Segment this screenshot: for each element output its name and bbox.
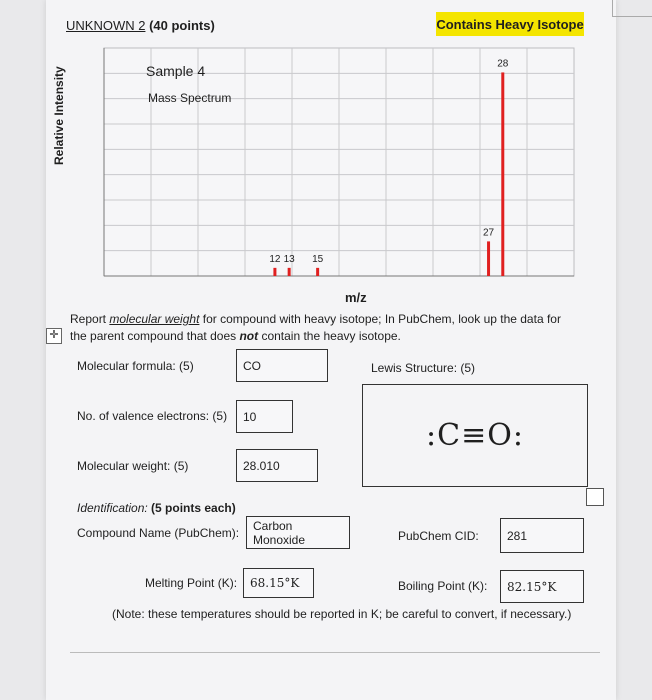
bar-label-13: 13 (283, 253, 295, 265)
divider (70, 652, 600, 653)
lewis-label: Lewis Structure: (5) (371, 361, 476, 375)
valence-input[interactable]: 10 (236, 400, 293, 433)
mass-spectrum-chart (64, 46, 594, 306)
heavy-isotope-badge: Contains Heavy Isotope (436, 12, 584, 36)
valence-label: No. of valence electrons: (5) (77, 409, 228, 423)
bar-mz-27 (487, 241, 490, 276)
checkbox-icon[interactable] (586, 488, 604, 506)
bar-label-28: 28 (497, 58, 509, 70)
title-unknown: UNKNOWN 2 (66, 18, 146, 33)
weight-input[interactable]: 28.010 (236, 449, 318, 482)
cid-input[interactable]: 281 (500, 518, 584, 553)
bar-label-12: 12 (269, 253, 281, 265)
page-corner-mark (612, 0, 652, 17)
bar-label-15: 15 (312, 253, 324, 265)
temperature-note: (Note: these temperatures should be reported in K; be careful to convert, if necessary.) (112, 607, 572, 621)
instructions-paragraph: Report molecular weight for compound with heavy isotope; In PubChem, look up the data for the parent compound that does not contain the heavy isotope. (70, 312, 561, 343)
bar-mz-12 (273, 268, 276, 276)
formula-label: Molecular formula: (5) (77, 359, 194, 373)
bar-mz-28 (501, 72, 504, 276)
formula-input[interactable]: CO (236, 349, 328, 382)
bar-mz-13 (288, 268, 291, 276)
chart-title: Sample 4 (146, 63, 206, 79)
mp-input[interactable]: 68.15°K (243, 568, 314, 598)
bar-label-27: 27 (482, 227, 495, 239)
compound-input[interactable]: Carbon Monoxide (246, 516, 350, 549)
lewis-structure-box[interactable]: :C≡O: (362, 384, 588, 487)
bar-mz-15 (316, 268, 319, 276)
identification-heading: Identification: (5 points each) (77, 501, 236, 515)
page-title (66, 18, 215, 33)
compound-label: Compound Name (PubChem): (77, 526, 240, 540)
chart-x-label: m/z (345, 290, 367, 305)
bp-input[interactable]: 82.15°K (500, 570, 584, 603)
chart-y-label: Relative Intensity (52, 66, 66, 165)
title-points: (40 points) (145, 18, 215, 33)
mp-label: Melting Point (K): (145, 576, 238, 590)
chart-subtitle: Mass Spectrum (148, 91, 232, 105)
weight-label: Molecular weight: (5) (77, 459, 189, 473)
chart-svg (64, 46, 594, 306)
move-icon[interactable]: ✛ (46, 328, 62, 344)
cid-label: PubChem CID: (398, 529, 479, 543)
bp-label: Boiling Point (K): (398, 579, 488, 593)
